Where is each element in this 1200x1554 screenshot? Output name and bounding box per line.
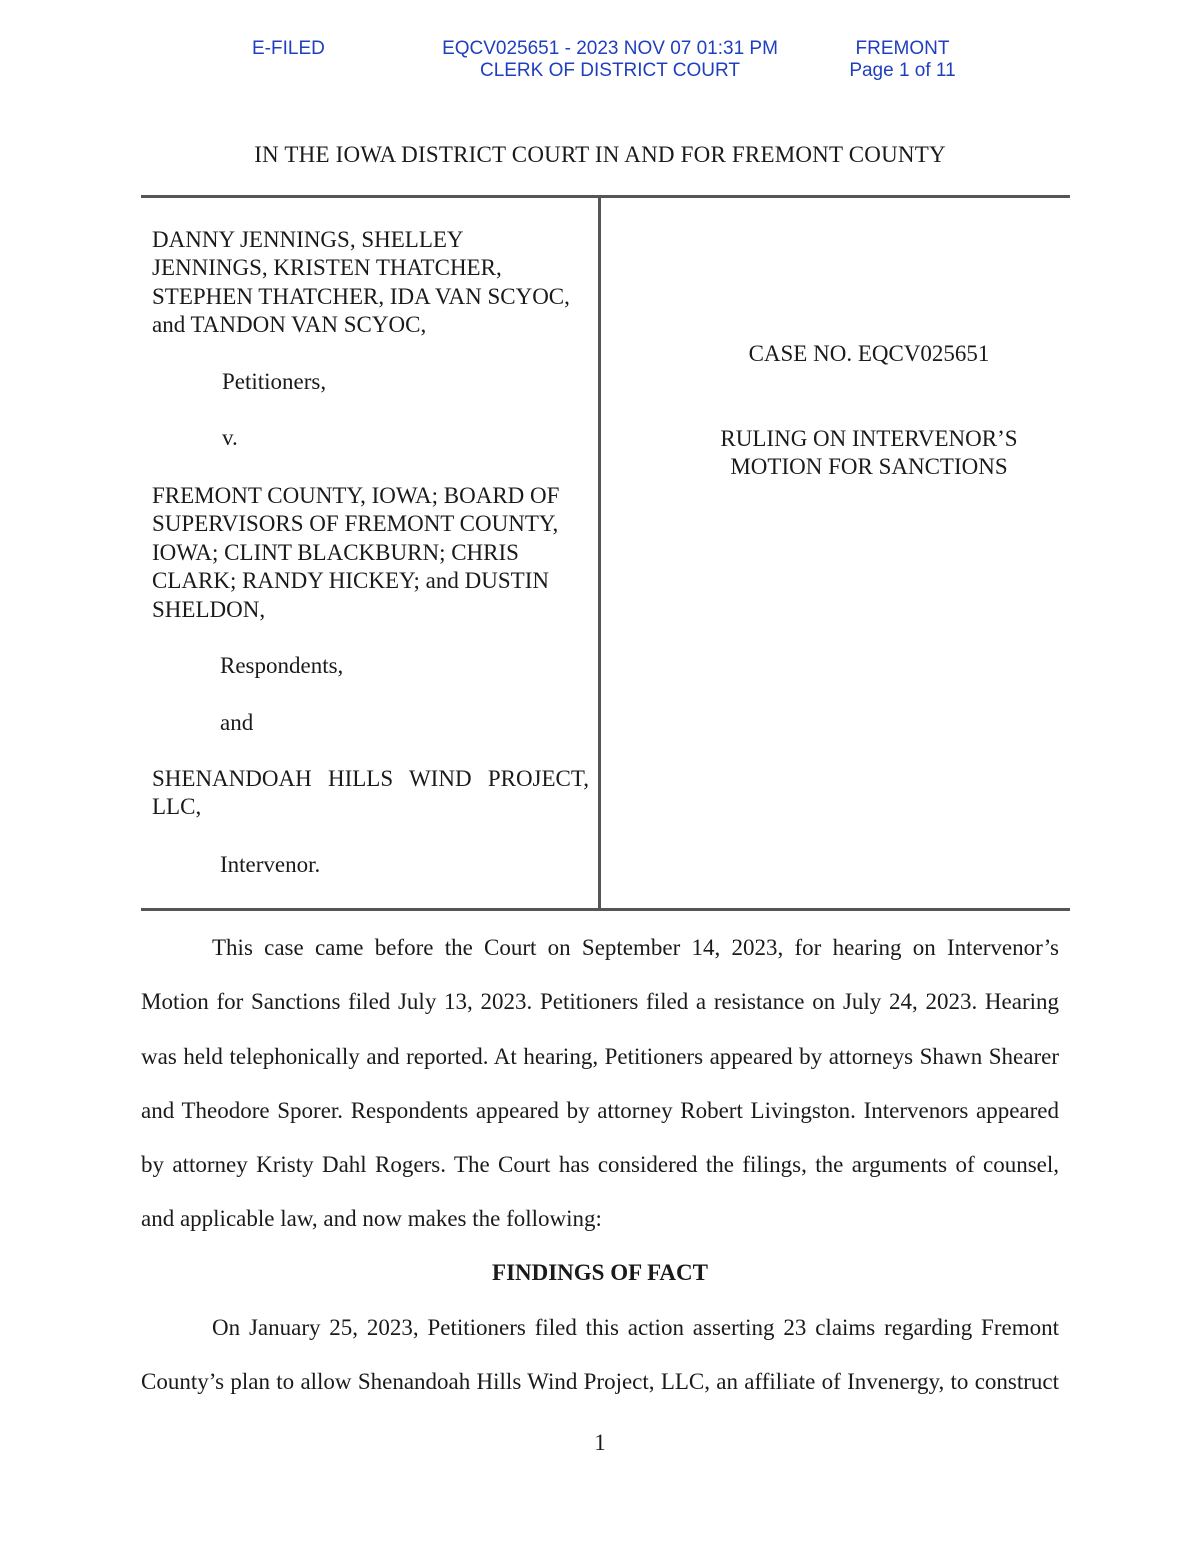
paragraph-line: and Theodore Sporer. Respondents appeared by attorney Robert Livingston. Intervenors appeared — [141, 1097, 1059, 1123]
filing-stamp-right — [840, 38, 965, 82]
caption-bottom-rule — [141, 908, 1070, 911]
caption-top-rule — [141, 195, 1070, 198]
respondents-names — [152, 482, 592, 624]
court-title: IN THE IOWA DISTRICT COURT IN AND FOR FREMONT COUNTY — [254, 142, 946, 167]
intervenor-names — [152, 765, 589, 822]
paragraph-line: by attorney Kristy Dahl Rogers. The Court has considered the filings, the arguments of counsel, — [141, 1152, 1059, 1178]
efiled-stamp — [252, 38, 325, 60]
versus-label: v. — [222, 425, 238, 450]
paragraph-line: This case came before the Court on September 14, 2023, for hearing on Intervenor’s — [212, 935, 1059, 960]
paragraph-line: County’s plan to allow Shenandoah Hills Wind Project, LLC, an affiliate of Invenergy, to construct — [141, 1369, 1059, 1395]
petitioners-line: and TANDON VAN SCYOC, — [152, 312, 427, 338]
efiled-status: E-FILED — [252, 38, 325, 59]
intro-paragraph — [141, 921, 1059, 1247]
petitioners-names — [152, 226, 592, 340]
respondents-label: Respondents, — [220, 653, 344, 678]
respondents-line: SHELDON, — [152, 596, 266, 622]
intervenor-line: SHENANDOAH HILLS WIND PROJECT, — [152, 766, 589, 791]
findings-paragraph — [141, 1301, 1059, 1410]
stamp-county: FREMONT — [855, 38, 950, 59]
filing-case-timestamp: EQCV025651 - 2023 NOV 07 01:31 PM — [442, 38, 778, 59]
paragraph-line: and applicable law, and now makes the following: — [141, 1206, 602, 1232]
section-heading: FINDINGS OF FACT — [492, 1260, 708, 1285]
intervenor-label: Intervenor. — [220, 852, 321, 877]
respondents-line: SUPERVISORS OF FREMONT COUNTY, — [152, 511, 559, 537]
respondents-line: IOWA; CLINT BLACKBURN; CHRIS — [152, 539, 519, 565]
paragraph-line: was held telephonically and reported. At hearing, Petitioners appeared by attorneys Shawn Shearer — [141, 1043, 1059, 1069]
caption-divider — [598, 197, 601, 910]
petitioners-line: JENNINGS, KRISTEN THATCHER, — [152, 255, 502, 281]
petitioners-line: STEPHEN THATCHER, IDA VAN SCYOC, — [152, 283, 570, 309]
case-number: CASE NO. EQCV025651 — [748, 341, 990, 366]
clerk-label: CLERK OF DISTRICT COURT — [479, 60, 741, 81]
petitioners-label: Petitioners, — [222, 369, 327, 394]
filing-stamp-center — [420, 38, 800, 82]
intervenor-line: LLC, — [152, 794, 202, 820]
page-number: 1 — [594, 1430, 606, 1455]
respondents-line: CLARK; RANDY HICKEY; and DUSTIN — [152, 568, 549, 594]
petitioners-line: DANNY JENNINGS, SHELLEY — [152, 227, 464, 252]
respondents-line: FREMONT COUNTY, IOWA; BOARD OF — [152, 483, 560, 508]
ruling-title — [604, 425, 1134, 482]
ruling-title-line: MOTION FOR SANCTIONS — [730, 454, 1008, 480]
ruling-title-line: RULING ON INTERVENOR’S — [720, 426, 1018, 451]
paragraph-line: On January 25, 2023, Petitioners filed this action asserting 23 claims regarding Fremont — [212, 1315, 1059, 1340]
stamp-page-info: Page 1 of 11 — [849, 60, 956, 81]
paragraph-line: Motion for Sanctions filed July 13, 2023. Petitioners filed a resistance on July 24, 2023. Hearing — [141, 989, 1059, 1015]
and-label: and — [220, 710, 254, 735]
